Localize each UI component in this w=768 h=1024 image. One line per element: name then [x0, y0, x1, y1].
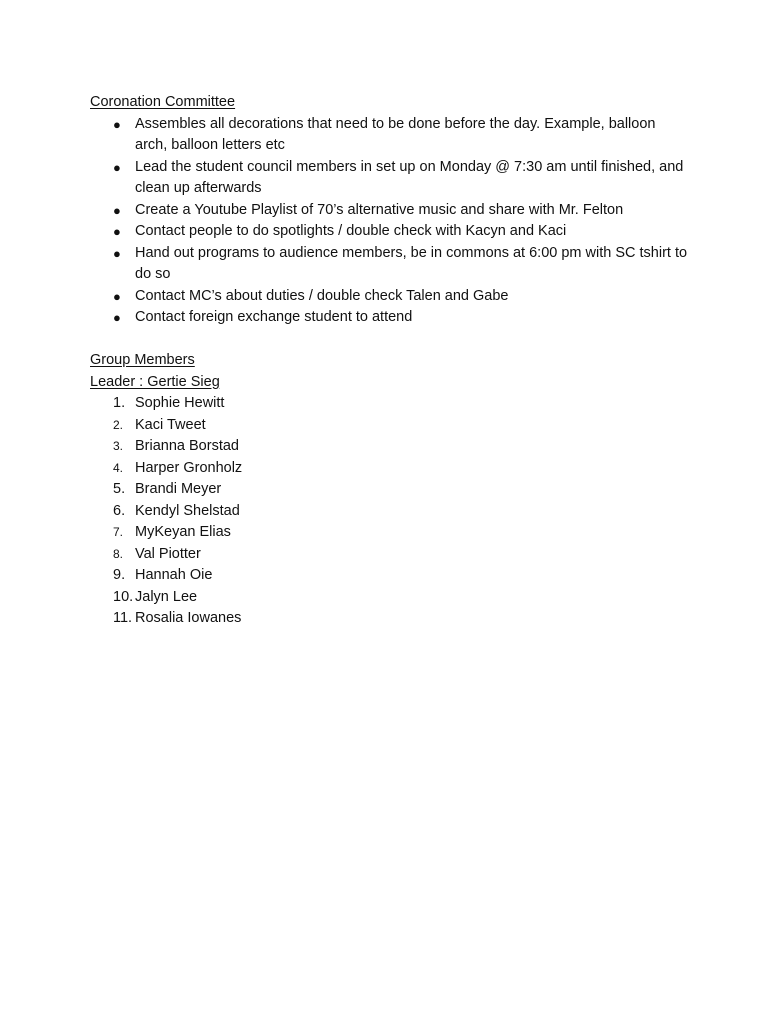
- member-name: Rosalia Iowanes: [135, 610, 242, 626]
- list-number: 5.: [113, 481, 126, 497]
- section-gap: [90, 329, 690, 351]
- member-name: MyKeyan Elias: [135, 524, 231, 540]
- list-item: [90, 544, 690, 566]
- list-item: [90, 501, 690, 523]
- list-item: [90, 307, 690, 329]
- group-leader: Leader : Gertie Sieg: [90, 373, 220, 390]
- list-item: [90, 393, 690, 415]
- members-list: [90, 393, 690, 630]
- duty-text: Contact MC’s about duties / double check Talen and Gabe: [135, 287, 509, 304]
- duty-text: Contact people to do spotlights / double check with Kacyn and Kaci: [135, 223, 567, 239]
- member-name: Jalyn Lee: [135, 588, 198, 605]
- list-item: [90, 587, 690, 609]
- list-item: [90, 565, 690, 587]
- list-item: [90, 458, 690, 480]
- list-number: 9.: [113, 567, 126, 583]
- member-name: Harper Gronholz: [135, 459, 243, 476]
- member-name: Hannah Oie: [135, 567, 213, 583]
- member-name: Kendyl Shelstad: [135, 502, 240, 519]
- list-item: [90, 200, 690, 222]
- list-item: [90, 436, 690, 458]
- group-title: Group Members: [90, 352, 195, 368]
- list-item: [90, 114, 690, 157]
- document-page: [90, 92, 690, 630]
- duty-text: Hand out programs to audience members, be in commons at 6:00 pm with SC tshirt to do so: [135, 244, 688, 282]
- list-item: [90, 286, 690, 308]
- bullet-icon: ●: [113, 310, 121, 325]
- duties-list: [90, 114, 690, 329]
- list-number: 3.: [113, 439, 124, 453]
- member-name: Sophie Hewitt: [135, 395, 225, 411]
- list-number: 1.: [113, 395, 126, 411]
- list-item: [90, 157, 690, 200]
- member-name: Brianna Borstad: [135, 438, 239, 454]
- bullet-icon: ●: [113, 116, 121, 132]
- member-name: Kaci Tweet: [135, 416, 206, 433]
- list-item: [90, 221, 690, 243]
- duty-text: Assembles all decorations that need to be done before the day. Example, balloon arch, balloon letters etc: [135, 115, 656, 153]
- list-number: 6.: [113, 502, 126, 519]
- bullet-icon: ●: [113, 245, 121, 261]
- list-number: 10.: [113, 588, 134, 605]
- duty-text: Create a Youtube Playlist of 70’s alternative music and share with Mr. Felton: [135, 201, 624, 218]
- list-number: 11.: [113, 610, 133, 626]
- bullet-icon: ●: [113, 224, 121, 239]
- duty-text: Lead the student council members in set up on Monday @ 7:30 am until finished, and clean up afterwards: [135, 158, 684, 196]
- list-number: 2.: [113, 417, 124, 432]
- bullet-icon: ●: [113, 202, 121, 218]
- bullet-icon: ●: [113, 159, 121, 175]
- list-number: 4.: [113, 460, 124, 475]
- list-item: [90, 415, 690, 437]
- list-item: [90, 243, 690, 286]
- list-number: 7.: [113, 525, 124, 539]
- list-item: [90, 522, 690, 544]
- member-name: Val Piotter: [135, 545, 201, 562]
- list-item: [90, 479, 690, 501]
- list-item: [90, 608, 690, 630]
- member-name: Brandi Meyer: [135, 481, 222, 497]
- bullet-icon: ●: [113, 288, 121, 304]
- list-number: 8.: [113, 546, 124, 561]
- committee-title: Coronation Committee: [90, 94, 236, 110]
- duty-text: Contact foreign exchange student to attend: [135, 309, 413, 325]
